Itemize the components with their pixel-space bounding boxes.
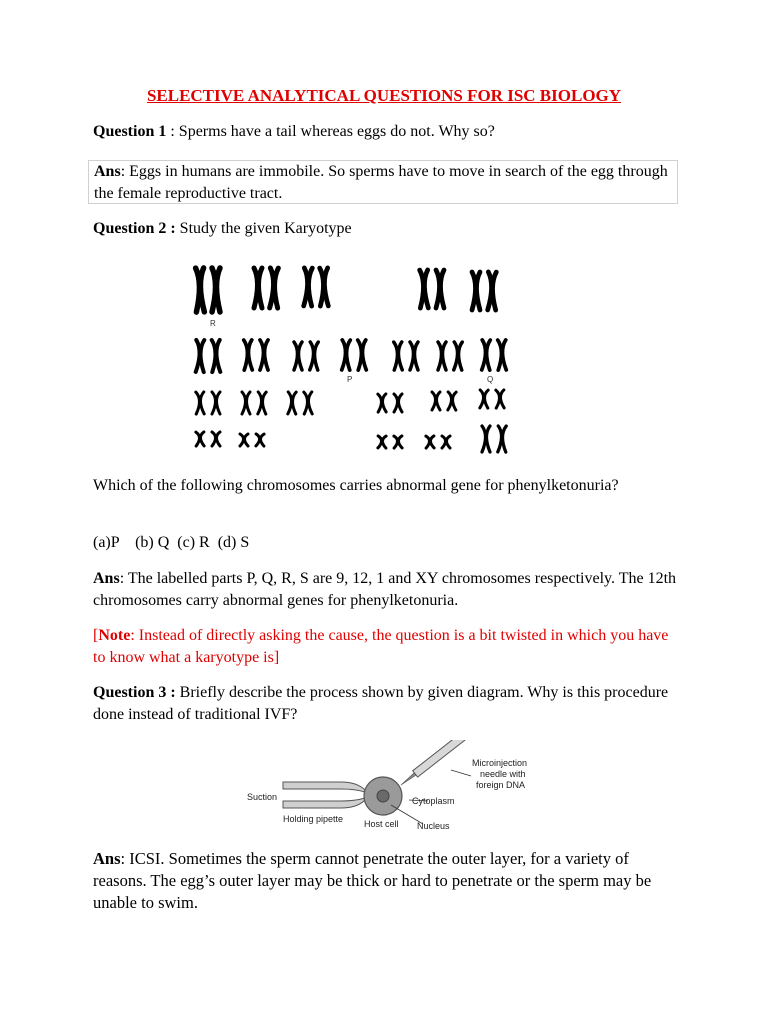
label-cytoplasm: Cytoplasm bbox=[412, 796, 455, 806]
question-3-label: Question 3 : bbox=[93, 684, 176, 701]
chromosome bbox=[304, 268, 313, 306]
chromosome bbox=[394, 436, 402, 448]
label-needle-3: foreign DNA bbox=[476, 780, 526, 790]
chromosome bbox=[212, 268, 220, 312]
chromosome bbox=[310, 342, 318, 370]
chromosome bbox=[448, 392, 456, 410]
chromosome bbox=[498, 340, 507, 370]
answer-2-text: : The labelled parts P, Q, R, S are 9, 12, 1 and XY chromosomes respectively. The 12th chromosomes carry abnormal genes for phenylketonuria. bbox=[93, 570, 677, 609]
chromosome bbox=[256, 434, 264, 446]
chromosome bbox=[244, 340, 253, 370]
label-needle-1: Microinjection bbox=[472, 758, 528, 768]
chromosome bbox=[378, 436, 386, 448]
answer-2-label: Ans bbox=[93, 570, 120, 587]
chromosome bbox=[212, 340, 221, 372]
label-nucleus: Nucleus bbox=[417, 821, 450, 831]
chromosome bbox=[288, 392, 296, 414]
answer-1-text: : Eggs in humans are immobile. So sperms have to move in search of the egg through the female reproductive tract. bbox=[94, 163, 668, 202]
chromosome bbox=[304, 392, 312, 414]
note bbox=[93, 625, 683, 669]
chromosome bbox=[394, 394, 402, 412]
karyotype-image bbox=[180, 260, 520, 465]
answer-1-label: Ans bbox=[94, 163, 121, 180]
label-suction: Suction bbox=[247, 792, 278, 802]
chromosome bbox=[212, 392, 220, 414]
question-2-label: Question 2 : bbox=[93, 220, 176, 237]
chromosome bbox=[436, 270, 444, 308]
label-holding-pipette: Holding pipette bbox=[283, 814, 344, 824]
chromosome bbox=[454, 342, 462, 370]
chromosome bbox=[342, 340, 351, 370]
label-q: Q bbox=[487, 375, 494, 384]
chromosome bbox=[480, 390, 488, 408]
chromosome bbox=[294, 342, 302, 370]
chromosome bbox=[482, 340, 491, 370]
answer-2 bbox=[93, 568, 683, 612]
note-text: : Instead of directly asking the cause, the question is a bit twisted in which you have to know what a karyotype is] bbox=[93, 627, 669, 666]
chromosome bbox=[442, 436, 450, 448]
chromosome bbox=[358, 340, 367, 370]
page-title: SELECTIVE ANALYTICAL QUESTIONS FOR ISC BIOLOGY bbox=[146, 86, 622, 105]
chromosome bbox=[426, 436, 434, 448]
chromosome bbox=[196, 340, 205, 372]
answer-1 bbox=[94, 161, 672, 205]
chromosome-set bbox=[196, 268, 507, 452]
label-p: P bbox=[347, 375, 353, 384]
chromosome bbox=[488, 272, 497, 310]
chromosome bbox=[260, 340, 268, 370]
chromosome bbox=[378, 394, 386, 412]
label-host-cell: Host cell bbox=[364, 819, 399, 829]
answer-3 bbox=[93, 848, 683, 914]
question-1-label: Question 1 bbox=[93, 123, 167, 140]
chromosome bbox=[242, 392, 250, 414]
chromosome bbox=[320, 268, 329, 306]
chromosome bbox=[420, 270, 429, 308]
chromosome bbox=[498, 426, 506, 452]
chromosome bbox=[270, 268, 279, 308]
icsi-diagram bbox=[243, 740, 528, 836]
chromosome bbox=[496, 390, 504, 408]
note-label: Note bbox=[98, 627, 131, 644]
question-2-prompt: Which of the following chromosomes carries abnormal gene for phenylketonuria? bbox=[93, 477, 619, 494]
chromosome bbox=[438, 342, 446, 370]
question-2 bbox=[93, 218, 683, 240]
answer-1-box bbox=[88, 160, 678, 204]
chromosome bbox=[258, 392, 266, 414]
chromosome bbox=[240, 434, 248, 446]
nucleus-shape bbox=[377, 790, 389, 802]
microinjection-needle bbox=[398, 740, 482, 789]
chromosome bbox=[432, 392, 440, 410]
question-2-text: Study the given Karyotype bbox=[175, 220, 352, 237]
question-1-separator: : bbox=[166, 123, 179, 140]
chromosome bbox=[196, 392, 204, 414]
note-open-bracket: [ bbox=[93, 627, 99, 644]
chromosome bbox=[254, 268, 262, 308]
chromosome bbox=[410, 342, 418, 370]
question-1-text: Sperms have a tail whereas eggs do not. Why so? bbox=[178, 123, 495, 140]
question-1 bbox=[93, 121, 683, 143]
answer-3-text: : ICSI. Sometimes the sperm cannot penetrate the outer layer, for a variety of reasons. The egg’s outer layer may be thick or hard to penetrate or the sperm may be unable to swim. bbox=[93, 849, 652, 912]
question-3 bbox=[93, 682, 683, 726]
chromosome bbox=[482, 426, 490, 452]
chromosome bbox=[212, 432, 220, 446]
chromosome bbox=[394, 342, 402, 370]
holding-pipette bbox=[283, 782, 365, 792]
label-r: R bbox=[210, 319, 216, 328]
label-needle-2: needle with bbox=[480, 769, 526, 779]
holding-pipette-lower bbox=[283, 798, 365, 808]
question-2-options: (a)P (b) Q (c) R (d) S bbox=[93, 534, 250, 551]
chromosome bbox=[196, 432, 204, 446]
answer-3-label: Ans bbox=[93, 849, 121, 868]
chromosome bbox=[472, 272, 480, 310]
chromosome bbox=[196, 268, 205, 312]
question-3-text: Briefly describe the process shown by given diagram. Why is this procedure done instead of traditional IVF? bbox=[93, 684, 669, 723]
